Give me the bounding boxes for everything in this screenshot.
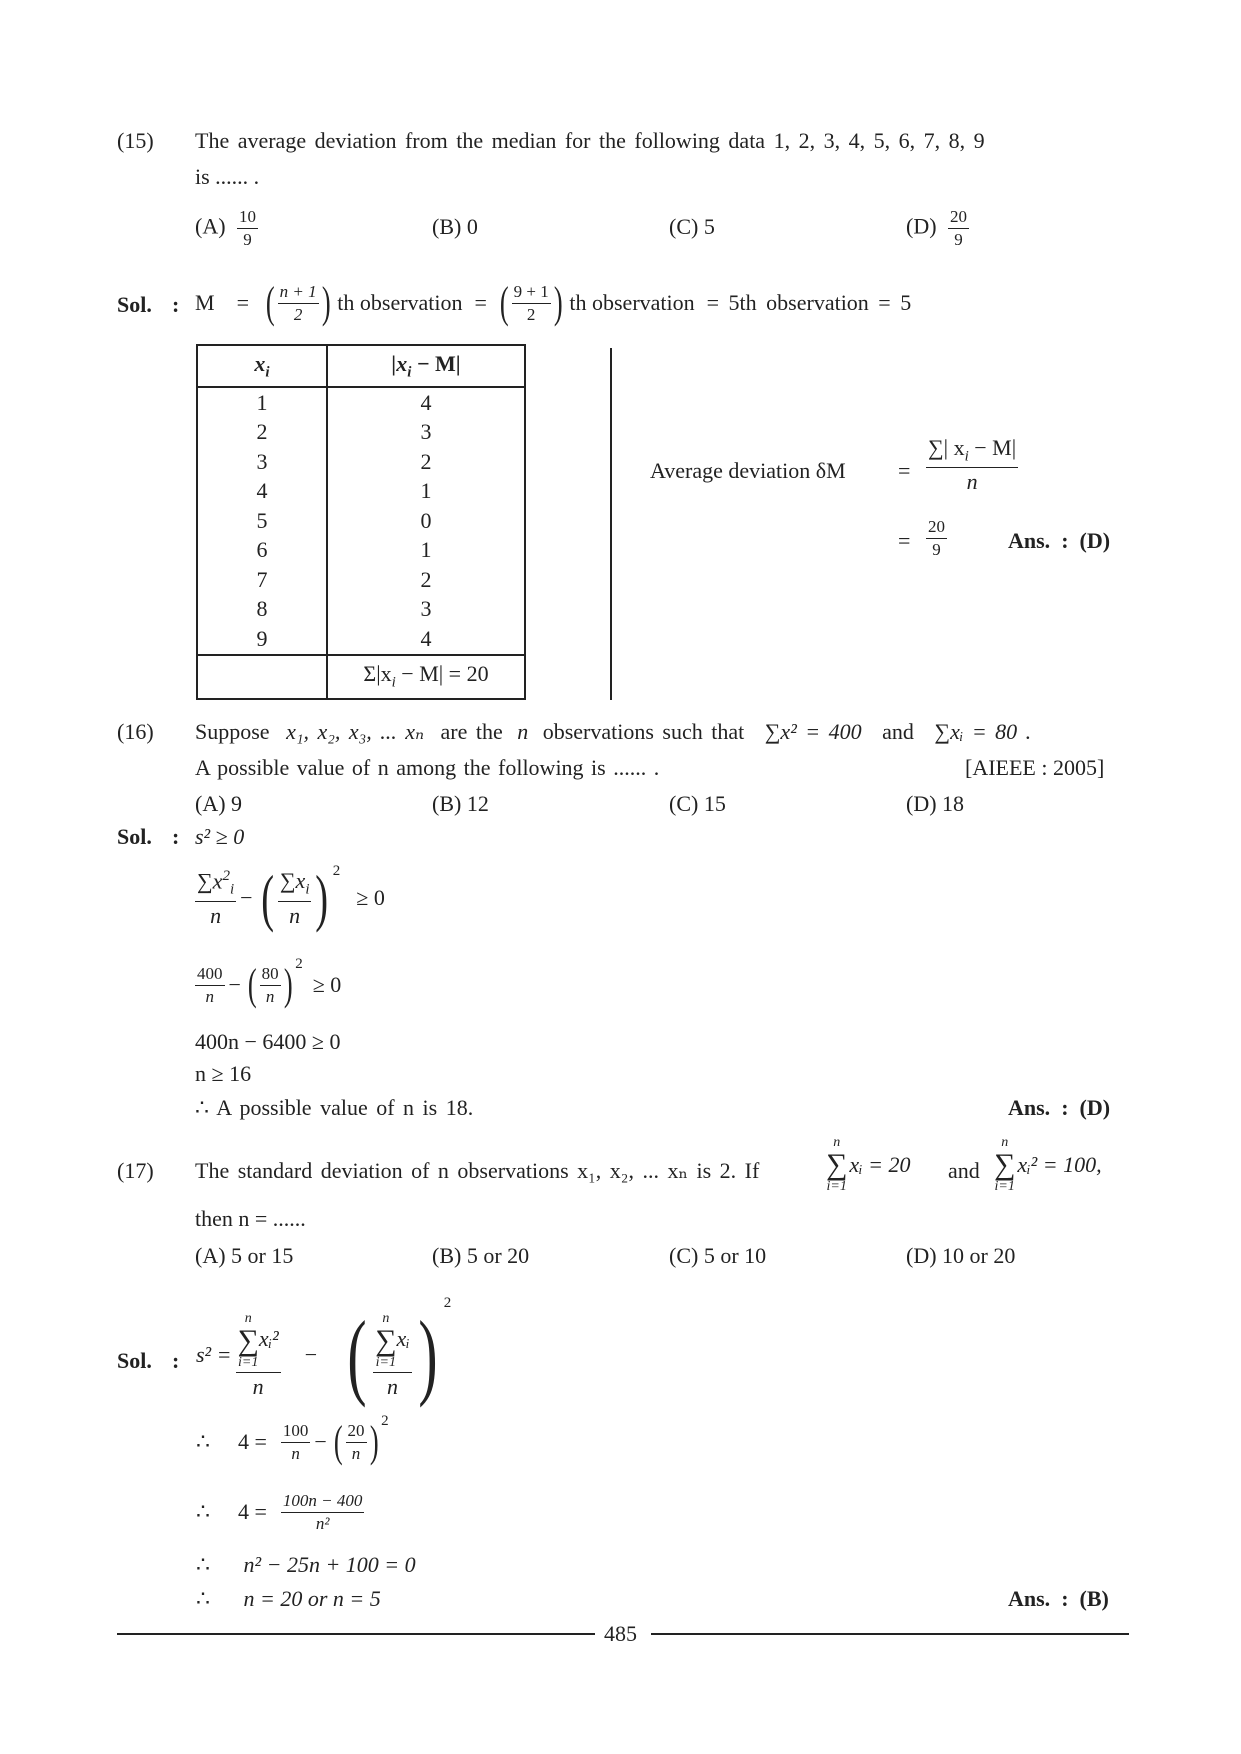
q15-sol-label: Sol. (117, 292, 152, 317)
q16-step-2: $\frac{\sum x^2_i}{n}$ − ( $\frac{\sum x_i}{n}$ ) 2 ≥ 0 (197, 862, 385, 933)
q16-option-b: (B) 12 (432, 791, 489, 816)
q15-median-equation: M = ( $\frac{n + 1}{2}$ ) th observation = ( $\frac{9 + 1}{2}$ ) th observation = 5th observation = 5 (195, 278, 912, 327)
table-cell: 9 (197, 624, 327, 655)
table-header-x: $x_i$ (197, 345, 327, 387)
q17-option-b: (B) 5 or 20 (432, 1243, 530, 1268)
q15-option-d: (D) $\frac{20}{9}$ (906, 207, 968, 249)
table-cell: 0 (327, 506, 525, 536)
q16-step-3: $\frac{400}{n}$ − ( $\frac{80}{n}$ ) 2 ≥ 0 (197, 956, 342, 1009)
q15-option-c: (C) 5 (669, 214, 715, 239)
q17-answer: Ans. : (B) (1008, 1586, 1109, 1611)
table-cell: 3 (327, 418, 525, 448)
avg-deviation-result: $\frac{20}{9}$ (928, 517, 945, 559)
q15-text-line2: is ...... . (195, 164, 260, 189)
table-cell: 2 (327, 565, 525, 595)
q17-text-line1: The standard deviation of n observations x₁, x₂, ... xₙ is 2. If (195, 1158, 760, 1183)
table-cell: 6 (197, 536, 327, 566)
q16-step-4: 400n − 6400 ≥ 0 (195, 1029, 341, 1054)
q17-option-a: (A) 5 or 15 (195, 1243, 294, 1268)
page-number: 485 (604, 1621, 637, 1646)
q17-text-line2: then n = ...... (195, 1206, 306, 1231)
table-cell: 4 (327, 387, 525, 418)
q17-step-2: ∴ 4 = $\frac{100}{n}$ − ( $\frac{20}{n}$ ) 2 (196, 1413, 389, 1466)
q17-sum-condition-2: n ∑ i=1 xᵢ² = 100, (994, 1135, 1102, 1194)
q17-and: and (948, 1158, 980, 1183)
table-total-empty (197, 655, 327, 699)
table-cell: 3 (327, 595, 525, 625)
q15-option-b: (B) 0 (432, 214, 478, 239)
q17-sol-label: Sol. (117, 1348, 152, 1373)
q16-text-line2: A possible value of n among the following is ...... . (195, 755, 660, 780)
q16-step-6: ∴ A possible value of n is 18. (195, 1095, 474, 1120)
table-cell: 8 (197, 595, 327, 625)
q17-step-1: s² = n ∑ i=1 xᵢ² n − ( n ∑ i=1 xᵢ n ) 2 (196, 1295, 452, 1408)
q16-step-5: n ≥ 16 (195, 1061, 252, 1086)
footer-rule-left (117, 1633, 595, 1635)
q16-option-d: (D) 18 (906, 791, 965, 816)
q17-option-c: (C) 5 or 10 (669, 1243, 767, 1268)
q16-source: [AIEEE : 2005] (965, 755, 1105, 780)
q16-number: (16) (117, 719, 154, 744)
q15-text-line1: The average deviation from the median for the following data 1, 2, 3, 4, 5, 6, 7, 8, 9 (195, 128, 985, 153)
q15-option-a: (A) $\frac{10}{9}$ (195, 207, 257, 249)
avg-deviation-label: Average deviation δM (650, 458, 846, 483)
q16-answer: Ans. : (D) (1008, 1095, 1111, 1120)
avg-deviation-formula: $\frac{\sum| x_i - M|}{n}$ (928, 435, 1017, 495)
q16-text-line1: Suppose x₁, x₂, x₃, ... xₙ are the n observations such that ∑x² = 400 and ∑xᵢ = 80 . (195, 719, 1032, 744)
table-cell: 1 (327, 536, 525, 566)
q17-sum-condition-1: n ∑ i=1 xᵢ = 20 (826, 1135, 911, 1194)
q17-step-5: ∴ n = 20 or n = 5 (196, 1586, 381, 1611)
avg-eq-sign-2: = (898, 528, 911, 553)
q17-step-3: ∴ 4 = $\frac{100n - 400}{\text{n²}}$ (196, 1490, 363, 1533)
q17-option-d: (D) 10 or 20 (906, 1243, 1016, 1268)
q16-step-1: s² ≥ 0 (195, 824, 245, 849)
table-cell: 2 (327, 447, 525, 477)
divider-line (610, 348, 612, 700)
q15-sol-colon: : (172, 292, 180, 317)
table-cell: 4 (197, 477, 327, 507)
q17-number: (17) (117, 1158, 154, 1183)
table-cell: 2 (197, 418, 327, 448)
table-cell: 1 (327, 477, 525, 507)
q15-answer: Ans. : (D) (1008, 528, 1111, 553)
q16-sol-colon: : (172, 824, 180, 849)
q16-option-c: (C) 15 (669, 791, 726, 816)
table-header-deviation: $|x_i - M|$ (327, 345, 525, 387)
q16-option-a: (A) 9 (195, 791, 243, 816)
table-cell: 3 (197, 447, 327, 477)
table-cell: 1 (197, 387, 327, 418)
table-cell: 7 (197, 565, 327, 595)
table-total: $\Sigma|x_i - M| = 20$ (327, 655, 525, 699)
q16-sol-label: Sol. (117, 824, 152, 849)
q17-sol-colon: : (172, 1348, 180, 1373)
q15-number: (15) (117, 128, 154, 153)
avg-eq-sign: = (898, 458, 911, 483)
deviation-table (196, 344, 526, 700)
footer-rule-right (651, 1633, 1129, 1635)
table-cell: 5 (197, 506, 327, 536)
q17-step-4: ∴ n² − 25n + 100 = 0 (196, 1552, 416, 1577)
table-cell: 4 (327, 624, 525, 655)
